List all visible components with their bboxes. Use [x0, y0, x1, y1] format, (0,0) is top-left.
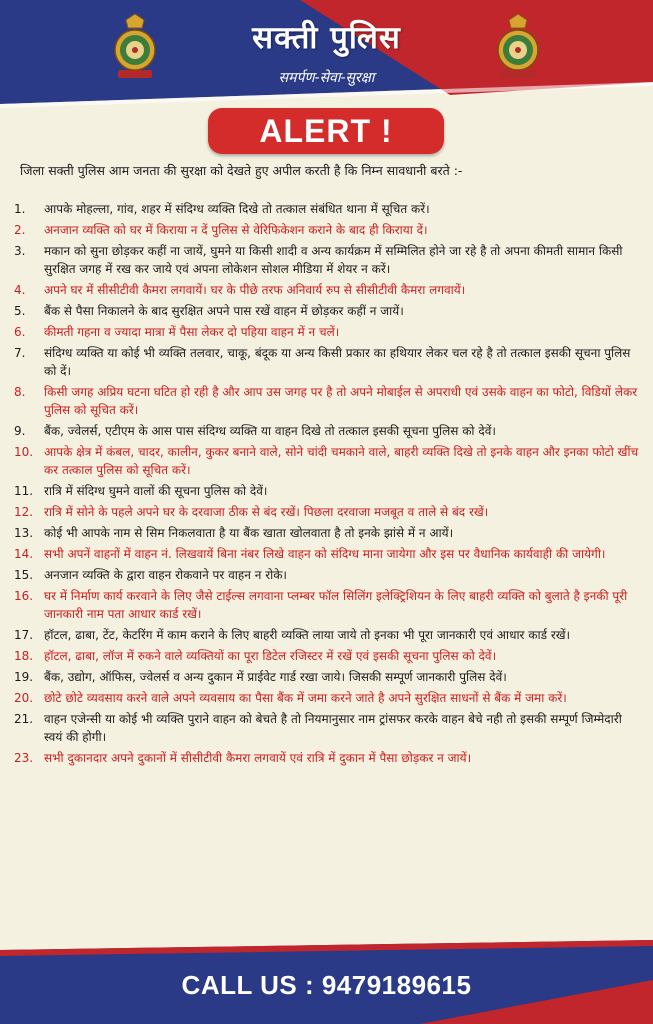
list-item: [14, 503, 642, 521]
list-item-text: सभी दुकानदार अपने दुकानों में सीसीटीवी कैमरा लगवायें एवं रात्रि में दुकान में पैसा छोड़कर न जायें।: [44, 751, 472, 765]
intro-text: जिला सक्ती पुलिस आम जनता की सुरक्षा को देखते हुए अपील करती है कि निम्न सावधानी बरते :-: [20, 163, 463, 178]
list-item-number: 1.: [14, 202, 26, 216]
list-item-number: 13.: [14, 526, 34, 540]
list-item: [14, 545, 642, 563]
list-item-number: 16.: [14, 589, 34, 603]
list-item-text: बैंक, ज्वेलर्स, एटीएम के आस पास संदिग्ध व्यक्ति या वाहन दिखे तो तत्काल इसकी सूचना पुलिस को देवें।: [44, 424, 496, 438]
list-item: [14, 281, 642, 299]
list-item: [14, 383, 642, 419]
list-item: [14, 524, 642, 542]
list-item-text: मकान को सुना छोड़कर कहीं ना जायें, घुमने या किसी शादी व अन्य कार्यक्रम में सम्मिलित होने जा रहे है तो अपना कीमती सामान किसी सुरक्षित जगह में रख कर जाये एवं अपना लोकेशन सोशल मीडिया में शेयर न करें।: [44, 244, 623, 276]
list-item: [14, 749, 642, 767]
list-item-text: वाहन एजेन्सी या कोई भी व्यक्ति पुराने वाहन को बेचते है तो नियमानुसार नाम ट्रांसफर करके वाहन बेचे नही तो इसकी सम्पूर्ण जिम्मेदारी स्वयं की होगी।: [44, 712, 622, 744]
list-item-number: 14.: [14, 547, 34, 561]
list-item-text: बैंक, उद्योग, ऑफिस, ज्वेलर्स व अन्य दुकान में प्राईवेट गार्ड रखा जाये। जिसकी सम्पूर्ण जानकारी पुलिस देवें।: [44, 670, 507, 684]
list-item-number: 10.: [14, 445, 34, 459]
list-item-text: अनजान व्यक्ति के द्वारा वाहन रोकवाने पर वाहन न रोके।: [44, 568, 287, 582]
list-item: [14, 587, 642, 623]
list-item-number: 12.: [14, 505, 34, 519]
list-item-number: 20.: [14, 691, 34, 705]
poster-title: सक्ती पुलिस: [252, 20, 401, 56]
list-item-number: 18.: [14, 649, 34, 663]
list-item: [14, 626, 642, 644]
list-item-number: 8.: [14, 385, 26, 399]
list-item: [14, 710, 642, 746]
list-item-text: आपके मोहल्ला, गांव, शहर में संदिग्ध व्यक्ति दिखे तो तत्काल संबंधित थाना में सूचित करें।: [44, 202, 430, 216]
list-item-text: हॉटल, ढाबा, टेंट, केटरिंग में काम कराने के लिए बाहरी व्यक्ति लाया जाये तो इनका भी पूरा जानकारी एवं आधार कार्ड रखें।: [44, 628, 571, 642]
poster-tagline: समर्पण-सेवा-सुरक्षा: [278, 70, 375, 86]
list-item: [14, 443, 642, 479]
list-item: [14, 242, 642, 278]
list-item-number: 21.: [14, 712, 34, 726]
list-item-text: घर में निर्माण कार्य करवाने के लिए जैसे टाईल्स लगवाना प्लम्बर फॉल सिलिंग इलेक्ट्रिशियन के लिए बाहरी व्यक्ति को बुलाते है इनकी पूरी जानकारी नाम पता आधार कार्ड रखें।: [44, 589, 628, 621]
precaution-list: [14, 200, 642, 770]
list-item-text: किसी जगह अप्रिय घटना घटित हो रही है और आप उस जगह पर है तो अपने मोबाईल से अपराधी एवं उसके वाहन का फोटो, विडियों लेकर पुलिस को सूचित करें।: [44, 385, 638, 417]
list-item: [14, 422, 642, 440]
list-item-text: अनजान व्यक्ति को घर में किराया न दें पुलिस से वेरिफिकेशन कराने के बाद ही किराया दें।: [44, 223, 428, 237]
list-item-text: हॉटल, ढाबा, लॉज में रुकने वाले व्यक्तियों का पूरा डिटेल रजिस्टर में रखें एवं इसकी सूचना पुलिस को देवें।: [44, 649, 497, 663]
list-item-text: कीमती गहना व ज्यादा मात्रा में पैसा लेकर दो पहिया वाहन में न चलें।: [44, 325, 340, 339]
list-item: [14, 668, 642, 686]
list-item-number: 4.: [14, 283, 26, 297]
list-item-number: 2.: [14, 223, 26, 237]
list-item-number: 11.: [14, 484, 34, 498]
list-item-text: रात्रि में संदिग्ध घुमने वालों की सूचना पुलिस को देवें।: [44, 484, 268, 498]
list-item-number: 15.: [14, 568, 34, 582]
list-item-text: रात्रि में सोने के पहले अपने घर के दरवाजा ठीक से बंद रखें। पिछला दरवाजा मजबूत व ताले से बंद रखें।: [44, 505, 489, 519]
list-item: [14, 200, 642, 218]
list-item-text: बैंक से पैसा निकालने के बाद सुरक्षित अपने पास रखें वाहन में छोड़कर कहीं न जायें।: [44, 304, 404, 318]
list-item-number: 3.: [14, 244, 26, 258]
list-item: [14, 323, 642, 341]
list-item: [14, 221, 642, 239]
list-item-text: सभी अपनें वाहनों में वाहन नं. लिखवायें बिना नंबर लिखे वाहन को संदिग्ध माना जायेगा और इस पर वैधानिक कार्यवाही की जायेगी।: [44, 547, 606, 561]
list-item-number: 19.: [14, 670, 34, 684]
call-us-text: CALL US : 9479189615: [181, 970, 472, 1000]
list-item-number: 9.: [14, 424, 26, 438]
list-item: [14, 566, 642, 584]
list-item: [14, 302, 642, 320]
list-item-text: आपके क्षेत्र में कंबल, चादर, कालीन, कुकर बनाने वाले, सोने चांदी चमकाने वाले, बाहरी व्यक्ति दिखे तो इनके वाहन और इनका फोटो खींच कर तत्काल पुलिस को सूचित करें।: [44, 445, 639, 477]
list-item-number: 5.: [14, 304, 26, 318]
list-item-number: 17.: [14, 628, 34, 642]
alert-badge: ALERT !: [208, 108, 444, 154]
list-item: [14, 344, 642, 380]
list-item-text: छोटे छोटे व्यवसाय करने वाले अपने व्यवसाय का पैसा बैंक में जमा करने जाते है अपने सुरक्षित साधनों से बैंक में जमा करें।: [44, 691, 567, 705]
list-item-text: कोई भी आपके नाम से सिम निकलवाता है या बैंक खाता खोलवाता है तो इनके झांसे में न आयें।: [44, 526, 454, 540]
header-banner: [0, 0, 653, 110]
list-item-number: 7.: [14, 346, 26, 360]
list-item-number: 6.: [14, 325, 26, 339]
list-item-text: अपने घर में सीसीटीवी कैमरा लगवायें। घर के पीछे तरफ अनिवार्य रुप से सीसीटीवी कैमरा लगवायें।: [44, 283, 466, 297]
list-item: [14, 482, 642, 500]
list-item: [14, 647, 642, 665]
list-item: [14, 689, 642, 707]
list-item-number: 23.: [14, 751, 34, 765]
list-item-text: संदिग्ध व्यक्ति या कोई भी व्यक्ति तलवार, चाकू, बंदूक या अन्य किसी प्रकार का हथियार लेकर चल रहे है तो तत्काल इसकी सूचना पुलिस को दें।: [44, 346, 631, 378]
